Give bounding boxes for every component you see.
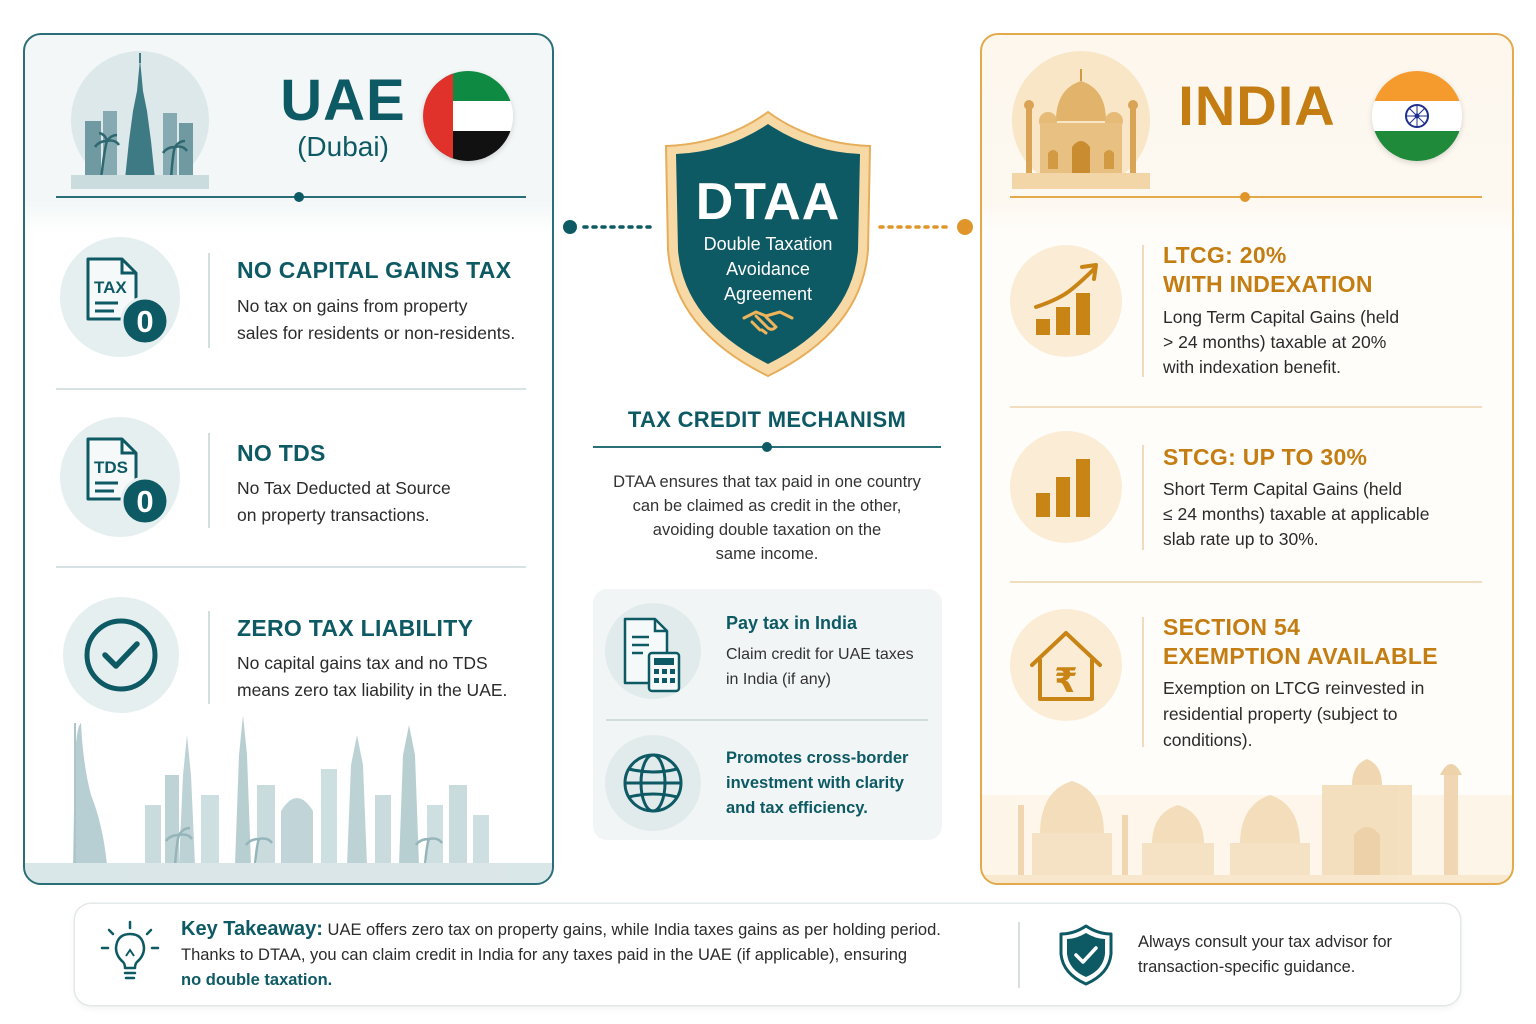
globe-icon bbox=[605, 735, 701, 831]
uae-item1-line1: No tax on gains from property bbox=[237, 296, 468, 316]
india-item3-line3: conditions). bbox=[1163, 730, 1253, 750]
india-item2-line1: Short Term Capital Gains (held bbox=[1163, 479, 1402, 499]
india-separator-2 bbox=[1010, 581, 1482, 583]
india-monuments-illustration bbox=[982, 735, 1514, 885]
bar-chart-icon bbox=[1010, 431, 1122, 543]
uae-item1-heading: NO CAPITAL GAINS TAX bbox=[237, 257, 512, 283]
tax-zero-icon bbox=[60, 237, 180, 357]
india-item3-vbar bbox=[1142, 617, 1144, 747]
dubai-skyline-icon bbox=[71, 51, 209, 189]
mechanism-box-divider bbox=[606, 719, 928, 721]
key-takeaway-box bbox=[75, 904, 1460, 1005]
india-item3-line2: residential property (subject to bbox=[1163, 704, 1398, 724]
uae-item2-heading: NO TDS bbox=[237, 440, 326, 466]
card1-line1: Claim credit for UAE taxes bbox=[726, 646, 914, 663]
checkmark-circle-icon bbox=[63, 597, 179, 713]
rising-bar-chart-icon bbox=[1010, 245, 1122, 357]
takeaway-divider bbox=[1018, 922, 1020, 988]
india-item2-line2: ≤ 24 months) taxable at applicable bbox=[1163, 504, 1430, 524]
advice-line2: transaction-specific guidance. bbox=[1138, 958, 1356, 976]
uae-item3-line2: means zero tax liability in the UAE. bbox=[237, 680, 508, 700]
india-item1-vbar bbox=[1142, 245, 1144, 377]
uae-subtitle: (Dubai) bbox=[297, 131, 389, 162]
india-item3-line1: Exemption on LTCG reinvested in bbox=[1163, 678, 1425, 698]
svg-text:₹: ₹ bbox=[1054, 661, 1078, 701]
india-flag-icon bbox=[1372, 71, 1462, 161]
mechanism-line4: same income. bbox=[715, 545, 819, 563]
uae-item2-line2: on property transactions. bbox=[237, 505, 430, 525]
takeaway-line1-text: UAE offers zero tax on property gains, while India taxes gains as per holding period. bbox=[327, 921, 941, 939]
india-item1-heading1: LTCG: 20% bbox=[1163, 242, 1287, 268]
svg-text:0: 0 bbox=[136, 304, 154, 339]
india-item2-heading1: STCG: UP TO 30% bbox=[1163, 444, 1368, 470]
india-title: INDIA bbox=[1178, 74, 1336, 137]
takeaway-label: Key Takeaway: bbox=[181, 918, 323, 940]
lightbulb-icon bbox=[99, 920, 161, 986]
uae-flag-icon bbox=[423, 71, 513, 161]
shield-check-icon bbox=[1057, 924, 1115, 986]
document-calculator-icon bbox=[605, 603, 701, 699]
mechanism-heading: TAX CREDIT MECHANISM bbox=[627, 407, 907, 432]
advice-line1: Always consult your tax advisor for bbox=[1138, 933, 1393, 951]
india-divider-dot bbox=[1240, 192, 1250, 202]
uae-item1-vbar bbox=[208, 253, 210, 348]
dtaa-full-line1: Double Taxation bbox=[703, 234, 833, 254]
svg-text:0: 0 bbox=[136, 484, 154, 519]
svg-text:TDS: TDS bbox=[94, 458, 128, 477]
uae-item2-line1: No Tax Deducted at Source bbox=[237, 478, 451, 498]
dtaa-full-line2: Avoidance bbox=[726, 259, 810, 279]
uae-divider-dot bbox=[294, 192, 304, 202]
india-item3-heading2: EXEMPTION AVAILABLE bbox=[1163, 643, 1438, 669]
uae-separator-1 bbox=[56, 388, 526, 390]
uae-separator-2 bbox=[56, 566, 526, 568]
uae-title: UAE bbox=[280, 68, 406, 133]
mechanism-line3: avoiding double taxation on the bbox=[652, 521, 882, 539]
rupee-house-icon bbox=[1010, 609, 1122, 721]
takeaway-line3: no double taxation. bbox=[181, 971, 333, 989]
card2-line3: and tax efficiency. bbox=[726, 799, 868, 817]
card2-line2: investment with clarity bbox=[726, 774, 904, 792]
uae-item2-vbar bbox=[208, 433, 210, 528]
tds-zero-icon bbox=[60, 417, 180, 537]
taj-mahal-icon bbox=[1012, 51, 1150, 189]
uae-header-divider bbox=[56, 196, 526, 198]
india-item2-vbar bbox=[1142, 445, 1144, 550]
uae-item3-line1: No capital gains tax and no TDS bbox=[237, 653, 488, 673]
card1-title: Pay tax in India bbox=[726, 613, 858, 633]
takeaway-line1 bbox=[181, 917, 941, 943]
india-item3-heading1: SECTION 54 bbox=[1163, 614, 1301, 640]
uae-panel bbox=[23, 33, 554, 885]
takeaway-line2: Thanks to DTAA, you can claim credit in India for any taxes paid in the UAE (if applicable), ensuring bbox=[181, 946, 908, 964]
uae-connector bbox=[560, 219, 660, 235]
india-connector bbox=[876, 219, 976, 235]
india-item1-line2: > 24 months) taxable at 20% bbox=[1163, 332, 1387, 352]
dtaa-acronym: DTAA bbox=[695, 173, 841, 231]
uae-item3-heading: ZERO TAX LIABILITY bbox=[237, 615, 474, 641]
uae-item3-vbar bbox=[208, 611, 210, 704]
india-separator-1 bbox=[1010, 406, 1482, 408]
uae-item1-line2: sales for residents or non-residents. bbox=[237, 323, 516, 343]
mechanism-line1: DTAA ensures that tax paid in one country bbox=[613, 473, 921, 491]
card2-line1: Promotes cross-border bbox=[726, 749, 909, 767]
mechanism-box bbox=[593, 589, 942, 840]
india-item2-line3: slab rate up to 30%. bbox=[1163, 529, 1319, 549]
mechanism-divider-dot bbox=[762, 442, 772, 452]
india-panel bbox=[980, 33, 1514, 885]
svg-text:TAX: TAX bbox=[94, 278, 127, 297]
dubai-skyline-illustration bbox=[25, 715, 554, 885]
india-item1-heading2: WITH INDEXATION bbox=[1163, 271, 1373, 297]
card1-line2: in India (if any) bbox=[726, 671, 831, 688]
india-item1-line1: Long Term Capital Gains (held bbox=[1163, 307, 1400, 327]
india-item1-line3: with indexation benefit. bbox=[1163, 357, 1342, 377]
dtaa-full-line3: Agreement bbox=[723, 284, 813, 304]
mechanism-line2: can be claimed as credit in the other, bbox=[632, 497, 902, 515]
